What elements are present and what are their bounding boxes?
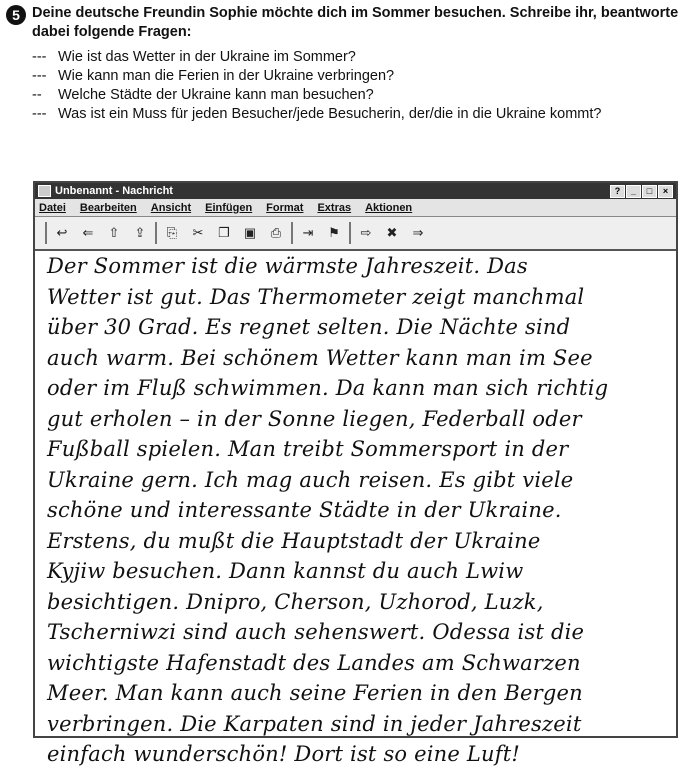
letter-line: schöne und interessante Städte in der Ukraine. bbox=[47, 498, 562, 522]
copy-icon[interactable]: ❐ bbox=[218, 225, 230, 240]
question-item bbox=[32, 67, 682, 86]
letter-line: Meer. Man kann auch seine Ferien in den Bergen bbox=[47, 681, 583, 705]
letter-line: oder im Fluß schwimmen. Da kann man sich richtig bbox=[47, 376, 609, 400]
letter-line: auch warm. Bei schönem Wetter kann man im See bbox=[47, 345, 593, 370]
move-icon[interactable]: ⇥ bbox=[302, 225, 314, 240]
letter-line: Tscherniwzi sind auch sehenswert. Odessa ist die bbox=[47, 620, 585, 644]
question-dash: --- bbox=[32, 68, 47, 84]
letter-line: wichtigste Hafenstadt des Landes am Schwarzen bbox=[47, 650, 581, 675]
task-block bbox=[6, 4, 682, 124]
question-dash: --- bbox=[32, 49, 47, 65]
question-list bbox=[32, 48, 682, 124]
minimize-button[interactable]: _ bbox=[626, 185, 641, 198]
toolbar-separator bbox=[349, 222, 351, 244]
message-window bbox=[33, 181, 678, 766]
menu-bearbeiten[interactable]: Bearbeiten bbox=[79, 201, 137, 214]
menu-einfuegen[interactable]: Einfügen bbox=[205, 201, 253, 214]
menu-aktionen[interactable]: Aktionen bbox=[365, 201, 413, 214]
reply-all-icon[interactable]: ⇐ bbox=[82, 225, 94, 240]
window-titlebar[interactable] bbox=[35, 183, 676, 199]
help-button[interactable]: ? bbox=[610, 185, 625, 198]
app-icon bbox=[38, 185, 51, 197]
letter-line: Kyjiw besuchen. Dann kannst du auch Lwiw bbox=[47, 559, 524, 583]
question-item bbox=[32, 86, 682, 105]
reply-icon[interactable]: ↩ bbox=[56, 225, 68, 240]
message-body[interactable] bbox=[35, 251, 676, 766]
toolbar-separator bbox=[45, 222, 47, 244]
window-controls bbox=[610, 185, 673, 198]
next-icon[interactable]: ⇨ bbox=[360, 225, 372, 240]
letter-line: gut erholen – in der Sonne liegen, Federball oder bbox=[47, 406, 582, 431]
cut-icon[interactable]: ✂ bbox=[192, 225, 204, 240]
window-title: Unbenannt - Nachricht bbox=[55, 185, 173, 197]
letter-line: Wetter ist gut. Das Thermometer zeigt manchmal bbox=[47, 284, 585, 309]
question-dash: -- bbox=[32, 87, 42, 103]
menu-format[interactable]: Format bbox=[266, 201, 304, 214]
letter-line: Der Sommer ist die wärmste Jahreszeit. Das bbox=[47, 254, 528, 278]
print-icon[interactable]: ⎙ bbox=[270, 225, 282, 240]
menu-datei[interactable]: Datei bbox=[39, 201, 66, 214]
letter-line: Erstens, du mußt die Hauptstadt der Ukraine bbox=[47, 528, 541, 553]
question-item bbox=[32, 48, 682, 67]
toolbar-separator bbox=[155, 222, 157, 244]
menu-ansicht[interactable]: Ansicht bbox=[150, 201, 192, 214]
question-text: Was ist ein Muss für jeden Besucher/jede Besucherin, der/die in die Ukraine kommt? bbox=[58, 106, 602, 122]
letter-line: verbringen. Die Karpaten sind in jeder Jahreszeit bbox=[47, 711, 582, 736]
attach-icon[interactable]: ⎘ bbox=[166, 225, 178, 240]
letter-line: Ukraine gern. Ich mag auch reisen. Es gibt viele bbox=[47, 467, 574, 492]
flag-icon[interactable]: ⚑ bbox=[328, 225, 340, 240]
menu-extras[interactable]: Extras bbox=[317, 201, 352, 214]
question-text: Wie ist das Wetter in der Ukraine im Sommer? bbox=[58, 49, 356, 65]
question-text: Welche Städte der Ukraine kann man besuchen? bbox=[58, 87, 374, 103]
toolbar-separator bbox=[291, 222, 293, 244]
options-icon[interactable]: ⇒ bbox=[412, 225, 424, 240]
letter-line: Fußball spielen. Man treibt Sommersport in der bbox=[47, 437, 569, 461]
forward-icon[interactable]: ⇧ bbox=[108, 225, 120, 240]
task-number-badge: 5 bbox=[6, 5, 26, 25]
letter-line: besichtigen. Dnipro, Cherson, Uzhorod, Luzk, bbox=[47, 589, 544, 614]
question-text: Wie kann man die Ferien in der Ukraine verbringen? bbox=[58, 68, 395, 84]
question-dash: --- bbox=[32, 106, 47, 122]
send-icon[interactable]: ⇪ bbox=[134, 225, 146, 240]
maximize-button[interactable]: □ bbox=[642, 185, 657, 198]
task-instruction: Deine deutsche Freundin Sophie möchte dich im Sommer besuchen. Schreibe ihr, beantworte dabei folgende Fragen: bbox=[32, 5, 679, 40]
letter-line: einfach wunderschön! Dort ist so eine Luft! bbox=[47, 742, 521, 766]
menu-bar bbox=[35, 199, 676, 217]
question-item bbox=[32, 105, 682, 124]
close-button[interactable]: × bbox=[658, 185, 673, 198]
letter-line: über 30 Grad. Es regnet selten. Die Nächte sind bbox=[47, 315, 571, 339]
task-header bbox=[6, 4, 682, 42]
delete-icon[interactable]: ✖ bbox=[386, 225, 398, 240]
paste-icon[interactable]: ▣ bbox=[243, 225, 257, 240]
toolbar bbox=[35, 217, 676, 251]
